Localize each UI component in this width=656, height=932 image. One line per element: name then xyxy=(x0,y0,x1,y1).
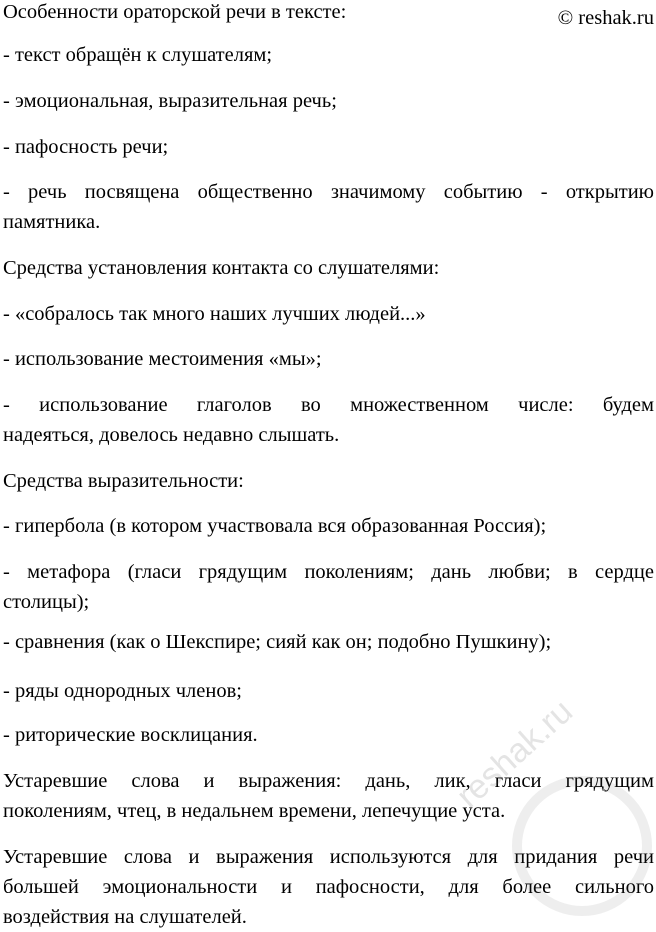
list-item: - речь посвящена общественно значимому событию - открытию xyxy=(3,181,654,203)
list-item: - метафора (гласи грядущим поколениям; дань любви; в сердце xyxy=(3,561,654,583)
paragraph-archaic-words-continuation: поколениям, чтец, в недальнем времени, лепечущие уста. xyxy=(3,800,506,822)
list-item-continuation: надеяться, довелось недавно слышать. xyxy=(3,424,340,446)
section-title-contact-means: Средства установления контакта со слушателями: xyxy=(3,257,440,279)
list-item: - сравнения (как о Шекспире; сияй как он; подобно Пушкину); xyxy=(3,631,552,653)
list-item: - текст обращён к слушателям; xyxy=(3,44,273,66)
list-item: - эмоциональная, выразительная речь; xyxy=(3,90,337,112)
list-item-continuation: столицы); xyxy=(3,591,90,613)
list-item: - ряды однородных членов; xyxy=(3,680,242,702)
reshak-watermark-text: © reshak.ru xyxy=(557,7,654,29)
section-title-expressive-means: Средства выразительности: xyxy=(3,470,244,492)
list-item: - гипербола (в котором участвовала вся образованная Россия); xyxy=(3,515,547,537)
paragraph-conclusion-line-3: воздействия на слушателей. xyxy=(3,906,247,928)
list-item: - использование глаголов во множественном числе: будем xyxy=(3,394,654,416)
list-item: - «собралось так много наших лучших людей...» xyxy=(3,303,426,325)
paragraph-archaic-words: Устаревшие слова и выражения: дань, лик, гласи грядущим xyxy=(3,770,654,792)
list-item: - пафосность речи; xyxy=(3,136,169,158)
list-item-continuation: памятника. xyxy=(3,211,101,233)
list-item: - риторические восклицания. xyxy=(3,724,258,746)
paragraph-conclusion-line-2: большей эмоциональности и пафосности, для более сильного xyxy=(3,876,654,898)
section-title-oratory-features: Особенности ораторской речи в тексте: xyxy=(3,1,347,23)
paragraph-conclusion: Устаревшие слова и выражения используются для придания речи xyxy=(3,846,654,868)
watermark-copyright-circle xyxy=(512,776,652,916)
list-item: - использование местоимения «мы»; xyxy=(3,348,322,370)
background-watermark-text: reshak.ru xyxy=(449,692,581,816)
